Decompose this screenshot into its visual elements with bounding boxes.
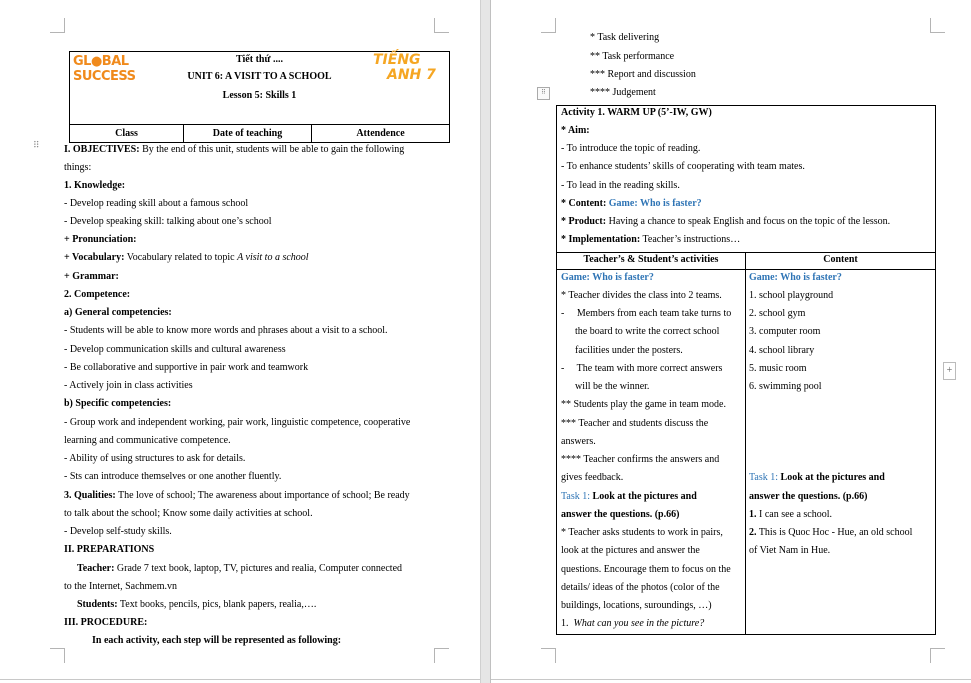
task-text-cont: answer the questions. (p.66) [561, 509, 680, 520]
product-line [561, 216, 890, 228]
activity-line: gives feedback. [561, 472, 624, 483]
aim-item: - To lead in the reading skills. [561, 180, 680, 191]
task-text: Look at the pictures and [778, 472, 885, 483]
table-move-handle[interactable]: ⠿ [537, 87, 550, 100]
col-attendance: Attendence [356, 128, 405, 139]
margin-corner-mark [541, 648, 556, 663]
answer-item: 4. school library [749, 345, 815, 356]
qualities-text: The love of school; The awareness about importance of school; Be ready [115, 490, 410, 501]
specific-item: - Ability of using structures to ask for details. [64, 453, 246, 464]
col-class: Class [70, 125, 184, 142]
answer-number: 2. [749, 527, 757, 538]
content-label: * Content: [561, 198, 607, 209]
competence-heading: 2. Competence: [64, 289, 131, 300]
paragraph-drag-handle[interactable]: ⠿ [33, 140, 41, 150]
margin-corner-mark [434, 18, 449, 33]
lesson-title: Lesson 5: Skills 1 [222, 90, 297, 101]
margin-corner-mark [434, 648, 449, 663]
activity-title: Activity 1. WARM UP (5’-IW, GW) [561, 107, 712, 118]
logo-text: TIẾNG [373, 52, 421, 68]
activity-line: - Members from each team take turns to [561, 308, 732, 319]
activity-line: ** Students play the game in team mode. [561, 399, 726, 410]
answer-text: I can see a school. [756, 509, 833, 520]
answer-item: 2. school gym [749, 308, 806, 319]
specific-competencies-heading: b) Specific competencies: [64, 398, 172, 409]
aim-item: - To enhance students’ skills of cooperating with team mates. [561, 161, 805, 172]
implementation-label: * Implementation: [561, 234, 641, 245]
answer-line [749, 527, 912, 539]
task-line: buildings, locations, suroundings, …) [561, 600, 712, 611]
activity-line: * Teacher divides the class into 2 teams. [561, 290, 722, 301]
knowledge-item: - Develop speaking skill: talking about one’s school [64, 216, 272, 227]
content-line [561, 198, 702, 210]
qualities-line [64, 490, 410, 502]
knowledge-heading: 1. Knowledge: [64, 180, 126, 191]
teacher-text: Grade 7 text book, laptop, TV, pictures and realia, Computer connected [114, 563, 403, 574]
objectives-intro-cont: things: [64, 162, 92, 173]
margin-corner-mark [541, 18, 556, 33]
activity-line: answers. [561, 436, 596, 447]
vocabulary-line [64, 252, 309, 264]
step-item: **** Judgement [590, 87, 656, 98]
product-label: * Product: [561, 216, 607, 227]
lesson-header-table [69, 51, 450, 143]
page-separator [480, 0, 491, 683]
vocabulary-text: Vocabulary related to topic [124, 252, 238, 263]
logo-text: ANH 7 [387, 67, 436, 83]
task-line: * Teacher asks students to work in pairs, [561, 527, 723, 538]
aim-label: * Aim: [561, 125, 590, 136]
vocabulary-topic: A visit to a school [237, 252, 309, 263]
teacher-prep-line [77, 563, 402, 575]
teacher-label: Teacher: [77, 563, 115, 574]
task-text-cont: answer the questions. (p.66) [749, 491, 868, 502]
preparations-heading: II. PREPARATIONS [64, 544, 155, 555]
product-value: Having a chance to speak English and focus on the topic of the lesson. [606, 216, 891, 227]
logo-text: SUCCESS [73, 69, 136, 84]
implementation-line [561, 234, 740, 246]
students-text: Text books, pencils, pics, blank papers, realia,…. [117, 599, 317, 610]
tieng-anh-7-logo [373, 53, 443, 95]
task-label: Task 1: [561, 491, 591, 502]
students-label: Students: [77, 599, 118, 610]
content-value: Game: Who is faster? [606, 198, 702, 209]
period-label: Tiết thứ .... [236, 54, 283, 65]
margin-corner-mark [930, 648, 945, 663]
activity-line: **** Teacher confirms the answers and [561, 454, 720, 465]
answer-text-cont: of Viet Nam in Hue. [749, 545, 831, 556]
activity-table [556, 105, 936, 635]
procedure-heading: III. PROCEDURE: [64, 617, 148, 628]
game-title: Game: Who is faster? [749, 272, 842, 283]
activity-line: *** Teacher and students discuss the [561, 418, 709, 429]
general-item: - Students will be able to know more words and phrases about a visit to a school. [64, 325, 388, 336]
task1-line [561, 491, 697, 503]
task-line: look at the pictures and answer the [561, 545, 700, 556]
task-text: Look at the pictures and [590, 491, 697, 502]
answer-item: 3. computer room [749, 326, 821, 337]
grammar-heading: + Grammar: [64, 271, 119, 282]
answer-number: 1. [749, 509, 757, 520]
pronunciation-heading: + Pronunciation: [64, 234, 137, 245]
general-item: - Be collaborative and supportive in pair work and teamwork [64, 362, 309, 373]
task1-line [749, 472, 885, 484]
step-item: *** Report and discussion [590, 69, 696, 80]
add-column-button[interactable]: + [943, 362, 956, 380]
question-text: What can you see in the picture? [573, 618, 705, 629]
knowledge-item: - Develop reading skill about a famous school [64, 198, 249, 209]
specific-item: - Group work and independent working, pair work, linguistic competence, cooperative [64, 417, 411, 428]
activity-line: the board to write the correct school [575, 326, 720, 337]
margin-corner-mark [930, 18, 945, 33]
attendance-header-row [70, 124, 449, 142]
margin-corner-mark [50, 648, 65, 663]
implementation-value: Teacher’s instructions… [640, 234, 741, 245]
question-line [561, 618, 704, 630]
task-line: questions. Encourage them to focus on the [561, 564, 731, 575]
vocabulary-label: + Vocabulary: [64, 252, 125, 263]
task-label: Task 1: [749, 472, 779, 483]
step-item: * Task delivering [590, 32, 660, 43]
activity-line: facilities under the posters. [575, 345, 683, 356]
col-header-content: Content [823, 254, 858, 265]
col-header-activities: Teacher’s & Student’s activities [583, 254, 719, 265]
game-title: Game: Who is faster? [561, 272, 654, 283]
step-item: ** Task performance [590, 51, 675, 62]
margin-corner-mark [50, 18, 65, 33]
col-date: Date of teaching [184, 125, 312, 142]
activity-line: will be the winner. [575, 381, 650, 392]
column-divider [745, 252, 746, 634]
qualities-cont: to talk about the school; Know some daily activities at school. [64, 508, 313, 519]
table-divider [557, 252, 935, 253]
students-prep-line [77, 599, 316, 611]
answer-item: 1. school playground [749, 290, 834, 301]
answer-item: 5. music room [749, 363, 807, 374]
general-item: - Actively join in class activities [64, 380, 193, 391]
general-competencies-heading: a) General competencies: [64, 307, 172, 318]
objectives-heading: I. OBJECTIVES: [64, 144, 140, 155]
answer-line [749, 509, 832, 521]
task-line: details/ ideas of the photos (color of the [561, 582, 720, 593]
question-number: 1. [561, 618, 569, 629]
objectives-line [64, 144, 404, 156]
teacher-text-cont: to the Internet, Sachmem.vn [64, 581, 178, 592]
specific-item: learning and communicative competence. [64, 435, 231, 446]
aim-item: - To introduce the topic of reading. [561, 143, 701, 154]
specific-item: - Sts can introduce themselves or one another fluently. [64, 471, 282, 482]
unit-title: UNIT 6: A VISIT TO A SCHOOL [187, 71, 332, 82]
logo-text: GL●BAL [73, 54, 129, 69]
qualities-label: 3. Qualities: [64, 490, 116, 501]
self-study-item: - Develop self-study skills. [64, 526, 172, 537]
answer-text: This is Quoc Hoc - Hue, an old school [756, 527, 913, 538]
objectives-intro: By the end of this unit, students will be able to gain the following [139, 144, 405, 155]
activity-line: - The team with more correct answers [561, 363, 723, 374]
answer-item: 6. swimming pool [749, 381, 822, 392]
procedure-intro: In each activity, each step will be represented as following: [92, 635, 342, 646]
general-item: - Develop communication skills and cultural awareness [64, 344, 286, 355]
table-divider [557, 269, 935, 270]
